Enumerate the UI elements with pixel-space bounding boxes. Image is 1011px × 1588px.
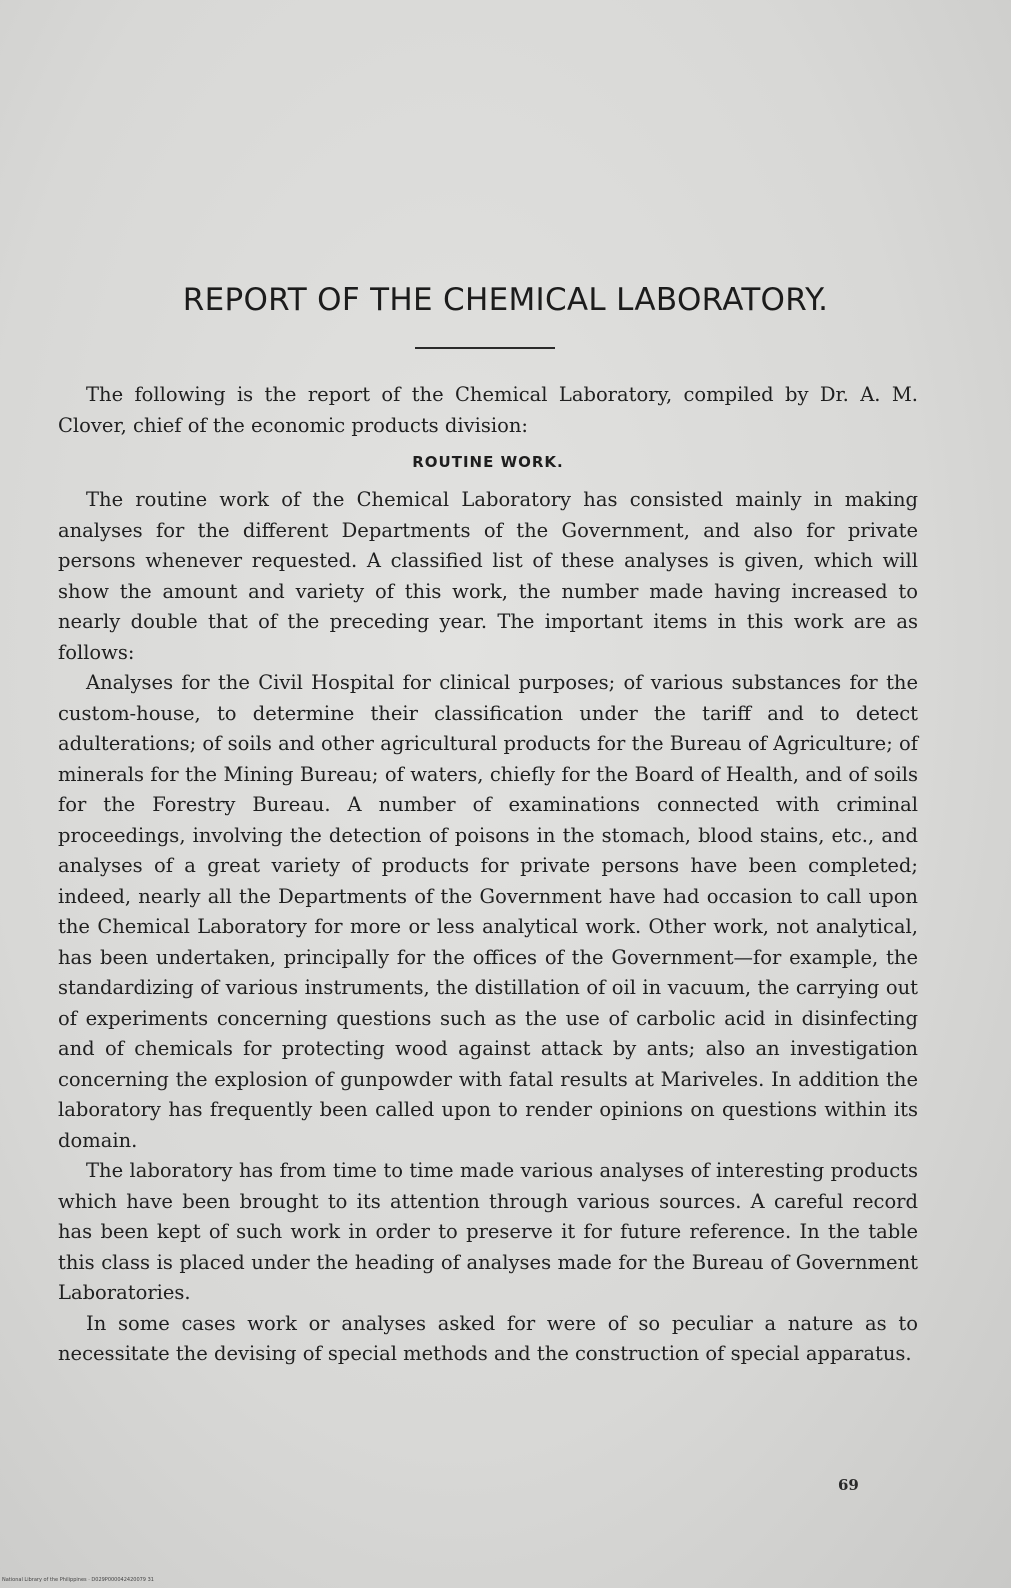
library-stamp: National Library of the Philippines · D029P000042420079 31 bbox=[2, 1577, 154, 1583]
intro-paragraph: The following is the report of the Chemical Laboratory, compiled by Dr. A. M. Clover, chief of the economic products division: bbox=[58, 383, 918, 437]
section-heading: ROUTINE WORK. bbox=[412, 453, 564, 471]
title-rule bbox=[415, 347, 555, 349]
body-paragraph-2: Analyses for the Civil Hospital for clinical purposes; of various substances for the custom-house, to determine their classification under the tariff and to detect adulterations; of soils and other agricultural products for the Bureau of Agriculture; of minerals for the Mining Bureau; of waters, chiefly for the Board of Health, and of soils for the Forestry Bureau. A number of examinations connected with criminal proceedings, involving the detection of poisons in the stomach, blood stains, etc., and analyses of a great variety of products for private persons have been completed; indeed, nearly all the Departments of the Government have had occasion to call upon the Chemical Laboratory for more or less analytical work. Other work, not analytical, has been undertaken, principally for the offices of the Government—for example, the standardizing of various instruments, the distillation of oil in vacuum, the carrying out of experiments concerning questions such as the use of carbolic acid in disinfecting and of chemicals for protecting wood against attack by ants; also an investigation concerning the explosion of gunpowder with fatal results at Mariveles. In addition the laboratory has frequently been called upon to render opinions on questions within its domain. bbox=[58, 671, 918, 1152]
body-paragraph-4: In some cases work or analyses asked for were of so peculiar a nature as to necessitate the devising of special methods and the construction of special apparatus. bbox=[58, 1311, 918, 1365]
document-title: REPORT OF THE CHEMICAL LABORATORY. bbox=[182, 282, 829, 318]
document-body bbox=[58, 380, 918, 1370]
body-paragraph-3: The laboratory has from time to time made various analyses of interesting products which have been brought to its attention through various sources. A careful record has been kept of such work in order to preserve it for future reference. In the table this class is placed under the heading of analyses made for the Bureau of Government Laboratories. bbox=[58, 1159, 918, 1304]
page-number: 69 bbox=[838, 1476, 859, 1494]
body-paragraph-1: The routine work of the Chemical Laboratory has consisted mainly in making analyses for the different Departments of the Government, and also for private persons whenever requested. A classified list of these analyses is given, which will show the amount and variety of this work, the number made having increased to nearly double that of the preceding year. The important items in this work are as follows: bbox=[58, 488, 918, 664]
